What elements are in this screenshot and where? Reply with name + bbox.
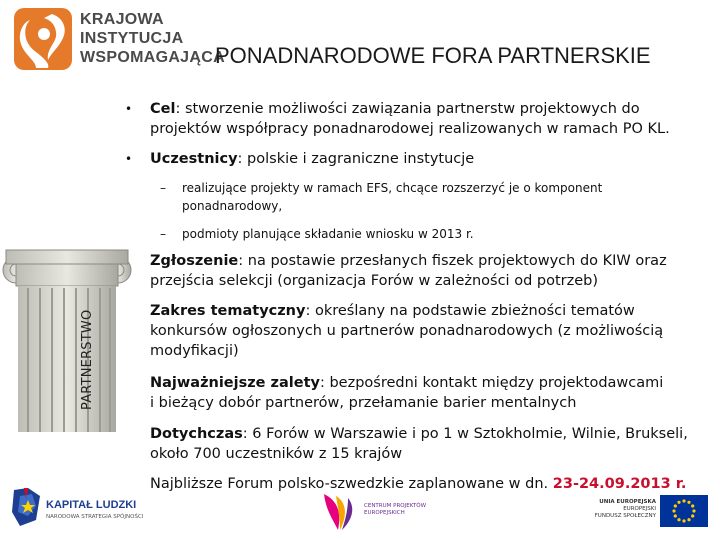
- logo-line-3: WSPOMAGAJĄCA: [80, 49, 225, 66]
- sub-item-2-text: podmioty planujące składanie wniosku w 2013 r.: [182, 227, 474, 241]
- eu-flag-icon: [660, 495, 708, 527]
- forum-date: 23-24.09.2013 r.: [552, 476, 687, 492]
- sub-item-2: [160, 225, 680, 243]
- ue-line-2: EUROPEJSKI: [623, 506, 656, 512]
- bullet-dot-icon: •: [125, 152, 133, 166]
- logo-line-2: INSTYTUCJA: [80, 30, 184, 47]
- side-label: PARTNERSTWO: [80, 309, 95, 410]
- item-dotychczas: [150, 424, 710, 464]
- sub-item-1-text: realizujące projekty w ramach EFS, chcące rozszerzyć je o komponent ponadnarodowy,: [182, 181, 603, 213]
- kapital-ludzki-subtitle: NARODOWA STRATEGIA SPÓJNOŚCI: [46, 514, 144, 520]
- item-zakres-text: : określany na podstawie zbieżności tematów konkursów ogłoszonych u partnerów ponadnarodowych (z możliwością modyfikacji): [150, 303, 664, 359]
- item-najblizsze: [150, 474, 710, 494]
- slide-title: PONADNARODOWE FORA PARTNERSKIE: [215, 43, 651, 68]
- item-cel-text: : stworzenie możliwości zawiązania partnerstw projektowych do projektów współpracy ponadnarodowej realizowanych w ramach PO KL.: [150, 101, 670, 137]
- item-uczestnicy: [150, 149, 710, 169]
- item-zakres-label: Zakres tematyczny: [150, 303, 306, 319]
- item-zalety: [150, 373, 670, 413]
- item-zakres: [150, 301, 690, 361]
- kiw-logo-text: [80, 10, 225, 67]
- ionic-column-icon: [2, 244, 132, 432]
- item-zgloszenie-label: Zgłoszenie: [150, 253, 239, 269]
- item-dotychczas-text: : 6 Forów w Warszawie i po 1 w Sztokholmie, Wilnie, Brukseli, około 700 uczestników z 15 krajów: [150, 426, 688, 462]
- kapital-ludzki-title: KAPITAŁ LUDZKI: [46, 499, 137, 511]
- item-najblizsze-text: Najbliższe Forum polsko-szwedzkie zaplanowane w dn.: [150, 476, 553, 492]
- item-uczestnicy-label: Uczestnicy: [150, 151, 238, 167]
- item-dotychczas-label: Dotychczas: [150, 426, 243, 442]
- cpe-logo-icon: [318, 490, 358, 532]
- ue-line-1: UNIA EUROPEJSKA: [599, 499, 656, 505]
- ue-logo-text: [560, 499, 656, 520]
- logo-line-1: KRAJOWA: [80, 11, 164, 28]
- bullet-dot-icon: •: [125, 102, 133, 116]
- kiw-logo-icon: [14, 8, 72, 70]
- cpe-line-2: EUROPEJSKICH: [364, 510, 405, 516]
- dash-icon: –: [160, 181, 166, 195]
- cpe-line-1: CENTRUM PROJEKTÓW: [364, 503, 427, 509]
- item-uczestnicy-text: : polskie i zagraniczne instytucje: [237, 151, 475, 167]
- item-zalety-text: : bezpośredni kontakt między projektodawcami i bieżący dobór partnerów, przełamanie barier mentalnych: [150, 375, 664, 411]
- item-zgloszenie: [150, 251, 680, 291]
- item-zgloszenie-text: : na postawie przesłanych fiszek projektowych do KIW oraz przejścia selekcji (organizacja Forów w zależności od potrzeb): [150, 253, 667, 289]
- item-cel: [150, 99, 710, 139]
- item-zalety-label: Najważniejsze zalety: [150, 375, 320, 391]
- cpe-logo-text: [364, 503, 426, 517]
- sub-item-1: [160, 179, 680, 215]
- kapital-ludzki-logo-icon: [10, 486, 44, 528]
- dash-icon: –: [160, 227, 166, 241]
- ue-line-3: FUNDUSZ SPOŁECZNY: [594, 513, 656, 519]
- item-cel-label: Cel: [150, 101, 176, 117]
